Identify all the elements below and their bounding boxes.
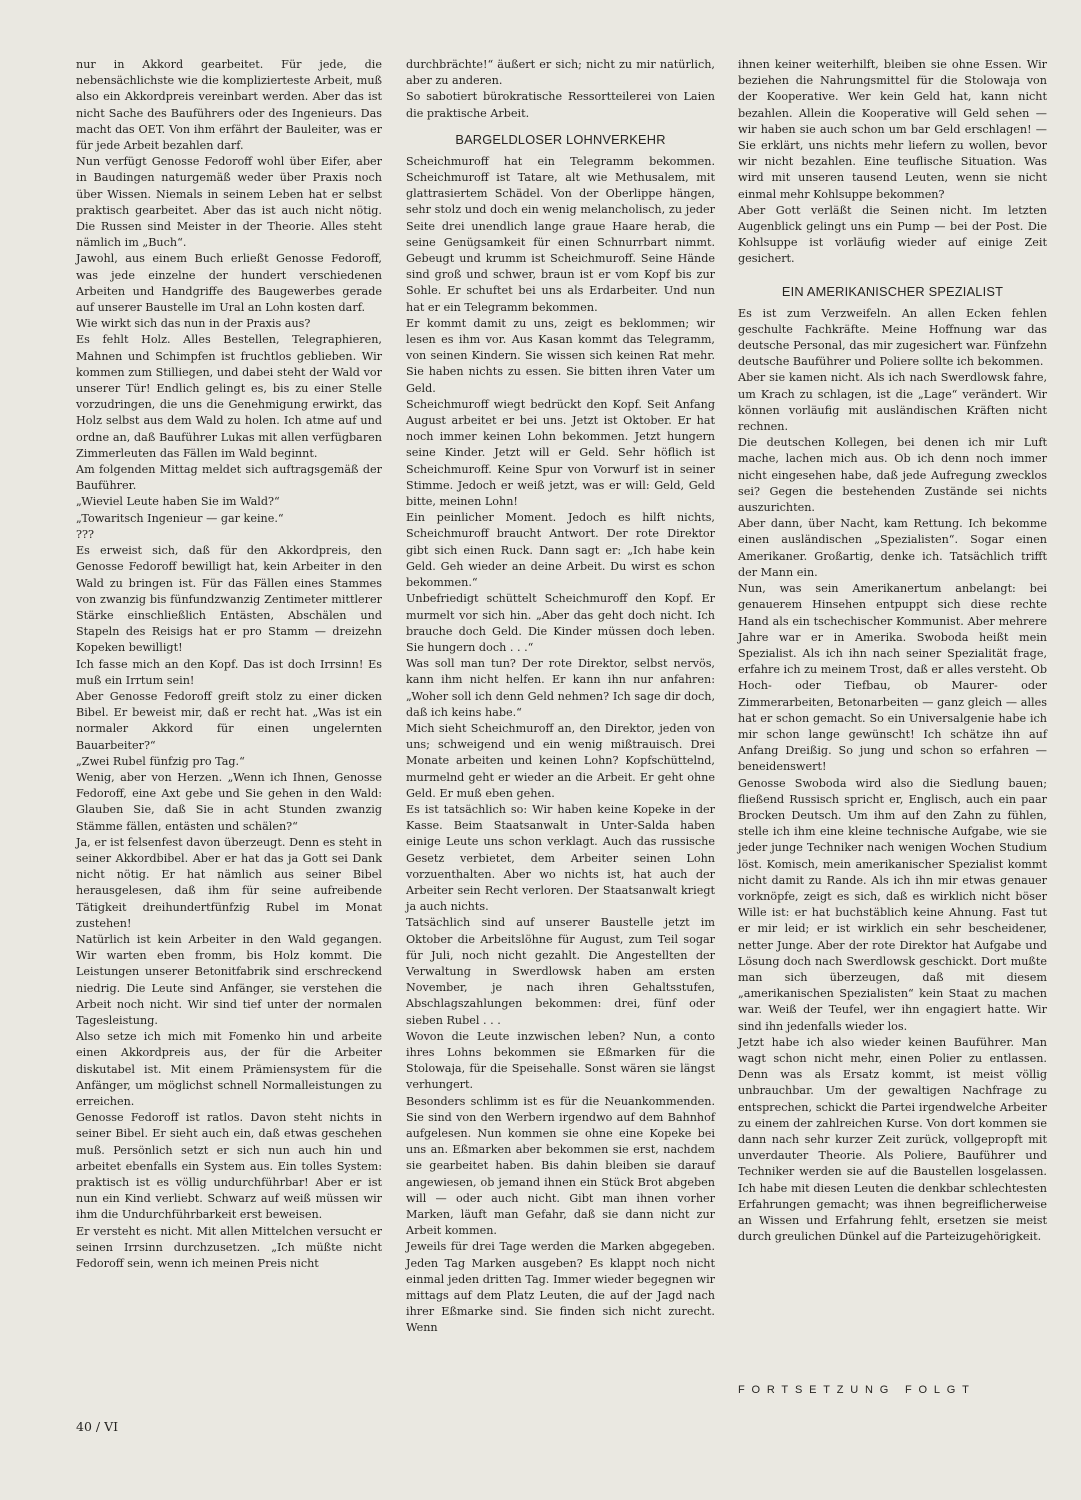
continuation-note: FORTSETZUNG FOLGT bbox=[738, 1384, 976, 1396]
paragraph: nur in Akkord gearbeitet. Für jede, die nebensächlichste wie die komplizierteste Arbeit, muß also ein Akkordpreis vereinbart werden. Aber das ist nicht Sache des Bauführers oder des Ingenieurs. Das macht das OET. Von ihm erfährt der Bauleiter, was er für jede Arbeit bezahlen darf. bbox=[76, 58, 382, 153]
section-heading-spezialist: EIN AMERIKANISCHER SPEZIALIST bbox=[781, 283, 1004, 299]
paragraph: Es ist zum Verzweifeln. An allen Ecken fehlen geschulte Fachkräfte. Meine Hoffnung war das deutsche Personal, das mir zugesichert war. Fünfzehn deutsche Bauführer und Poliere sollte ich bekommen. bbox=[738, 306, 1047, 369]
paragraph: Nun, was sein Amerikanertum anbelangt: bei genauerem Hinsehen entpuppt sich diese rechte Hand als ein tschechischer Kommunist. Aber mehrere Jahre war er in Amerika. Swoboda heißt mein Spezialist. Als ich ihn nach seiner Spezialität frage, erfahre ich zu meinem Trost, daß er alles versteht. Ob Hoch- oder Tiefbau, ob Maurer- oder Zimmerarbeiten, Betonarbeiten — ganz gleich — alles hat er schon gemacht. So ein Universalgenie habe ich mir schon lange gewünscht! Ich schätze ihn auf Anfang Dreißig. So jung und schon so erfahren — beneidenswert! bbox=[738, 582, 1047, 774]
paragraph: Ein peinlicher Moment. Jedoch es hilft nichts, Scheichmuroff braucht Antwort. Der rote Direktor gibt sich einen Ruck. Dann sagt er: „Ich habe kein Geld. Geh wieder an deine Arbeit. Du wirst es schon bekommen.“ bbox=[406, 511, 715, 590]
paragraph: ihnen keiner weiterhilft, bleiben sie ohne Essen. Wir beziehen die Nahrungsmittel für die Stolowaja von der Kooperative. Wer kein Geld hat, kann nicht bezahlen. Allein die Kooperative will Geld sehen — wir haben sie auch schon um bar Geld erschlagen! — Sie erklärt, uns nichts mehr liefern zu wollen, bevor wir nicht bezahlen. Eine teuflische Situation. Was wird mit unseren tausend Leuten, wenn sie nicht einmal mehr Kohlsuppe bekommen? bbox=[738, 58, 1047, 201]
paragraph: Die deutschen Kollegen, bei denen ich mir Luft mache, lachen mich aus. Ob ich denn noch immer nicht eingesehen habe, daß jede Aufregung zwecklos sei? Gegen die bestehenden Zustände sei nichts auszurichten. bbox=[738, 436, 1047, 515]
paragraph: Aber dann, über Nacht, kam Rettung. Ich bekomme einen ausländischen „Spezialisten“. Sogar einen Amerikaner. Großartig, denke ich. Tatsächlich trifft der Mann ein. bbox=[738, 517, 1047, 579]
section-heading-bargeldlos: BARGELDLOSER LOHNVERKEHR bbox=[455, 131, 666, 147]
paragraph: Scheichmuroff hat ein Telegramm bekommen. Scheichmuroff ist Tatare, alt wie Methusalem, mit glattrasiertem Schädel. Von der Oberlippe hängen, sehr stolz und doch ein wenig melancholisch, zu jeder Seite drei unendlich lange graue Haare herab, die seine Genügsamkeit für einen Schnurrbart nimmt. Gebeugt und krumm ist Scheichmuroff. Seine Hände sind groß und schwer, braun ist er vom Kopf bis zur Sohle. Er schuftet bei uns als Erdarbeiter. Und nun hat er ein Telegramm bekommen. bbox=[406, 154, 715, 314]
paragraph: Jeweils für drei Tage werden die Marken abgegeben. Jeden Tag Marken ausgeben? Es klappt noch nicht einmal jeden dritten Tag. Immer wieder begegnen wir mittags auf dem Platz Leuten, die auf der Jagd nach ihrer Eßmarke sind. Sie finden sich nicht zurecht. Wenn bbox=[406, 1240, 715, 1335]
paragraph: Aber Genosse Fedoroff greift stolz zu einer dicken Bibel. Er beweist mir, daß er recht hat. „Was ist ein normaler Akkord für einen ungelernten Bauarbeiter?“ bbox=[76, 689, 382, 752]
text-column-3 bbox=[738, 57, 1047, 1245]
paragraph: Ja, er ist felsenfest davon überzeugt. Denn es steht in seiner Akkordbibel. Aber er hat das ja Gott sei Dank nicht nötig. Er hat nämlich aus seiner Bibel herausgelesen, daß ihm für seine aufreibende Tätigkeit dreihundertfünfzig Rubel im Monat zustehen! bbox=[76, 835, 382, 930]
paragraph: Wie wirkt sich das nun in der Praxis aus? bbox=[76, 317, 311, 331]
paragraph: Genosse Swoboda wird also die Siedlung bauen; fließend Russisch spricht er, Englisch, auch ein paar Brocken Deutsch. Um ihm auf den Zahn zu fühlen, stelle ich ihm eine kleine technische Aufgabe, wie sie jeder junge Techniker nach wenigen Wochen Studium löst. Komisch, mein amerikanischer Spezialist kommt nicht damit zu Rande. Als ich ihn mir etwas genauer vorknöpfe, zeigt es sich, daß es wirklich nicht böser Wille ist: er hat buchstäblich keine Ahnung. Fast tut er mir leid; er ist wirklich ein sehr bescheidener, netter Junge. Aber der rote Direktor hat Aufgabe und Lösung doch nach Swerdlowsk geschickt. Dort mußte man sich überzeugen, daß mit diesem „amerikanischen Spezialisten“ kein Staat zu machen war. Weiß der Teufel, wer ihn engagiert hatte. Wir sind ihn jedenfalls wieder los. bbox=[738, 776, 1047, 1033]
paragraph: So sabotiert bürokratische Ressortteilerei von Laien die praktische Arbeit. bbox=[406, 90, 715, 120]
paragraph: durchbrächte!“ äußert er sich; nicht zu mir natürlich, aber zu anderen. bbox=[406, 58, 715, 88]
paragraph: „Wieviel Leute haben Sie im Wald?“ bbox=[76, 495, 280, 509]
text-column-1 bbox=[76, 57, 382, 1272]
paragraph: Wovon die Leute inzwischen leben? Nun, a conto ihres Lohns bekommen sie Eßmarken für die Stolowaja, für die Speisehalle. Sonst wären sie längst verhungert. bbox=[406, 1029, 715, 1092]
paragraph: Er kommt damit zu uns, zeigt es beklommen; wir lesen es ihm vor. Aus Kasan kommt das Telegramm, von seinen Kindern. Sie wissen sich keinen Rat mehr. Sie haben nichts zu essen. Sie bitten ihren Vater um Geld. bbox=[406, 316, 715, 395]
paragraph: Es fehlt Holz. Alles Bestellen, Telegraphieren, Mahnen und Schimpfen ist fruchtlos geblieben. Wir kommen zum Stilliegen, und dabei steht der Wald vor unserer Tür! Endlich gelingt es, bis zu einer Stelle vorzudringen, die uns die Genehmigung erwirkt, das Holz selbst aus dem Wald zu holen. Ich atme auf und ordne an, daß Bauführer Lukas mit allen verfügbaren Zimmerleuten das Fällen im Wald beginnt. bbox=[76, 333, 382, 460]
paragraph: Am folgenden Mittag meldet sich auftragsgemäß der Bauführer. bbox=[76, 463, 382, 493]
page-number: 40 / VI bbox=[76, 1419, 119, 1434]
paragraph: Nun verfügt Genosse Fedoroff wohl über Eifer, aber in Baudingen naturgemäß weder über Praxis noch über Wissen. Niemals in seinem Leben hat er selbst praktisch gearbeitet. Aber das ist auch nicht nötig. Die Russen sind Meister in der Theorie. Alles steht nämlich im „Buch“. bbox=[76, 155, 382, 250]
paragraph: Aber sie kamen nicht. Als ich nach Swerdlowsk fahre, um Krach zu schlagen, ist die „Lage“ verändert. Wir können vorläufig mit ausländischen Kräften nicht rechnen. bbox=[738, 371, 1047, 434]
paragraph: Jawohl, aus einem Buch erließt Genosse Fedoroff, was jede einzelne der hundert verschiedenen Arbeiten und Handgriffe des Baugewerbes gerade auf unserer Baustelle im Ural an Lohn kosten darf. bbox=[76, 252, 382, 315]
paragraph: Unbefriedigt schüttelt Scheichmuroff den Kopf. Er murmelt vor sich hin. „Aber das geht doch nicht. Ich brauche doch Geld. Die Kinder müssen doch leben. Sie hungern doch . . .“ bbox=[406, 592, 715, 654]
paragraph: Also setze ich mich mit Fomenko hin und arbeite einen Akkordpreis aus, der für die Arbeiter diskutabel ist. Mit einem Prämiensystem für die Anfänger, um möglichst schnell Normalleistungen zu erreichen. bbox=[76, 1030, 382, 1108]
paragraph: Es ist tatsächlich so: Wir haben keine Kopeke in der Kasse. Beim Staatsanwalt in Unter-Salda haben einige Leute uns schon verklagt. Auch das russische Gesetz verbietet, dem Arbeiter seinen Lohn vorzuenthalten. Aber wo nichts ist, hat auch der Arbeiter sein Recht verloren. Der Staatsanwalt kriegt ja auch nichts. bbox=[406, 802, 715, 914]
paragraph: Besonders schlimm ist es für die Neuankommenden. Sie sind von den Werbern irgendwo auf dem Bahnhof aufgelesen. Nun kommen sie ohne eine Kopeke bei uns an. Eßmarken aber bekommen sie erst, nachdem sie gearbeitet haben. Bis dahin bleiben sie darauf angewiesen, ob jemand ihnen ein Stück Brot abgeben will — oder auch nicht. Gibt man ihnen vorher Marken, läuft man Gefahr, daß sie dann nicht zur Arbeit kommen. bbox=[406, 1094, 715, 1238]
paragraph: „Towaritsch Ingenieur — gar keine.“ bbox=[76, 511, 284, 525]
paragraph: „Zwei Rubel fünfzig pro Tag.“ bbox=[76, 754, 245, 768]
text-column-2 bbox=[406, 57, 715, 1337]
paragraph: Wenig, aber von Herzen. „Wenn ich Ihnen, Genosse Fedoroff, eine Axt gebe und Sie gehen in den Wald: Glauben Sie, daß Sie in acht Stunden zwanzig Stämme fällen, entästen und schälen?“ bbox=[76, 770, 382, 833]
paragraph: Natürlich ist kein Arbeiter in den Wald gegangen. Wir warten eben fromm, bis Holz kommt. Die Leistungen unserer Betonitfabrik sind erschreckend niedrig. Die Leute sind Anfänger, sie verstehen die Arbeit noch nicht. Wir sind tief unter der normalen Tagesleistung. bbox=[76, 932, 382, 1027]
paragraph: Was soll man tun? Der rote Direktor, selbst nervös, kann ihm nicht helfen. Er kann ihn nur anfahren: „Woher soll ich denn Geld nehmen? Ich sage dir doch, daß ich keins habe.“ bbox=[406, 657, 715, 719]
paragraph: Genosse Fedoroff ist ratlos. Davon steht nichts in seiner Bibel. Er sieht auch ein, daß etwas geschehen muß. Persönlich setzt er sich nun auch hin und arbeitet ebenfalls ein System aus. Ein tolles System: praktisch ist es völlig undurchführbar! Aber er ist nun ein Kind verliebt. Schwarz auf weiß müssen wir ihm die Undurchführbarkeit erst beweisen. bbox=[76, 1111, 382, 1222]
paragraph: Aber Gott verläßt die Seinen nicht. Im letzten Augenblick gelingt uns ein Pump — bei der Post. Die Kohlsuppe ist vorläufig wieder auf einige Zeit gesichert. bbox=[738, 203, 1047, 266]
paragraph: Mich sieht Scheichmuroff an, den Direktor, jeden von uns; schweigend und ein wenig mißtrauisch. Drei Monate arbeiten und keinen Lohn? Kopfschüttelnd, murmelnd geht er wieder an die Arbeit. Er geht ohne Geld. Er muß eben gehen. bbox=[406, 721, 715, 800]
paragraph: Jetzt habe ich also wieder keinen Bauführer. Man wagt schon nicht mehr, einen Polier zu entlassen. Denn was als Ersatz kommt, ist meist völlig unbrauchbar. Um der gewaltigen Nachfrage zu entsprechen, schickt die Partei irgendwelche Arbeiter zu einem der zahlreichen Kurse. Von dort kommen sie dann nach sehr kurzer Zeit zurück, vollgepropft mit unverdauter Theorie. Als Poliere, Bauführer und Techniker werden sie auf die Baustellen losgelassen. Ich habe mit diesen Leuten die denkbar schlechtesten Erfahrungen gemacht; was ihnen begreiflicherweise an Wissen und Erfahrung fehlt, ersetzen sie meist durch greulichen Dünkel auf die Parteizugehörigkeit. bbox=[738, 1035, 1047, 1244]
paragraph: Tatsächlich sind auf unserer Baustelle jetzt im Oktober die Arbeitslöhne für August, zum Teil sogar für Juli, noch nicht gezahlt. Die Angestellten der Verwaltung in Swerdlowsk haben am ersten November, je nach ihren Gehaltsstufen, Abschlagszahlungen bekommen: drei, fünf oder sieben Rubel . . . bbox=[406, 916, 715, 1027]
paragraph: Er versteht es nicht. Mit allen Mittelchen versucht er seinen Irrsinn durchzusetzen. „Ich müßte nicht Fedoroff sein, wenn ich meinen Preis nicht bbox=[76, 1224, 382, 1271]
paragraph: Es erweist sich, daß für den Akkordpreis, den Genosse Fedoroff bewilligt hat, kein Arbeiter in den Wald zu bringen ist. Für das Fällen eines Stammes von zwanzig bis fünfundzwanzig Zentimeter mittlerer Stärke einschließlich Entästen, Abschälen und Stapeln des Reisigs hat er pro Stamm — dreizehn Kopeken bewilligt! bbox=[76, 544, 382, 655]
paragraph: Scheichmuroff wiegt bedrückt den Kopf. Seit Anfang August arbeitet er bei uns. Jetzt ist Oktober. Er hat noch immer keinen Lohn bekommen. Jetzt hungern seine Kinder. Jetzt will er Geld. Sehr höflich ist Scheichmuroff. Keine Spur von Vorwurf ist in seiner Stimme. Jedoch er weiß jetzt, was er will: Geld, Geld bitte, meinen Lohn! bbox=[406, 397, 715, 509]
paragraph: Ich fasse mich an den Kopf. Das ist doch Irrsinn! Es muß ein Irrtum sein! bbox=[76, 657, 382, 687]
paragraph: ??? bbox=[76, 527, 94, 541]
